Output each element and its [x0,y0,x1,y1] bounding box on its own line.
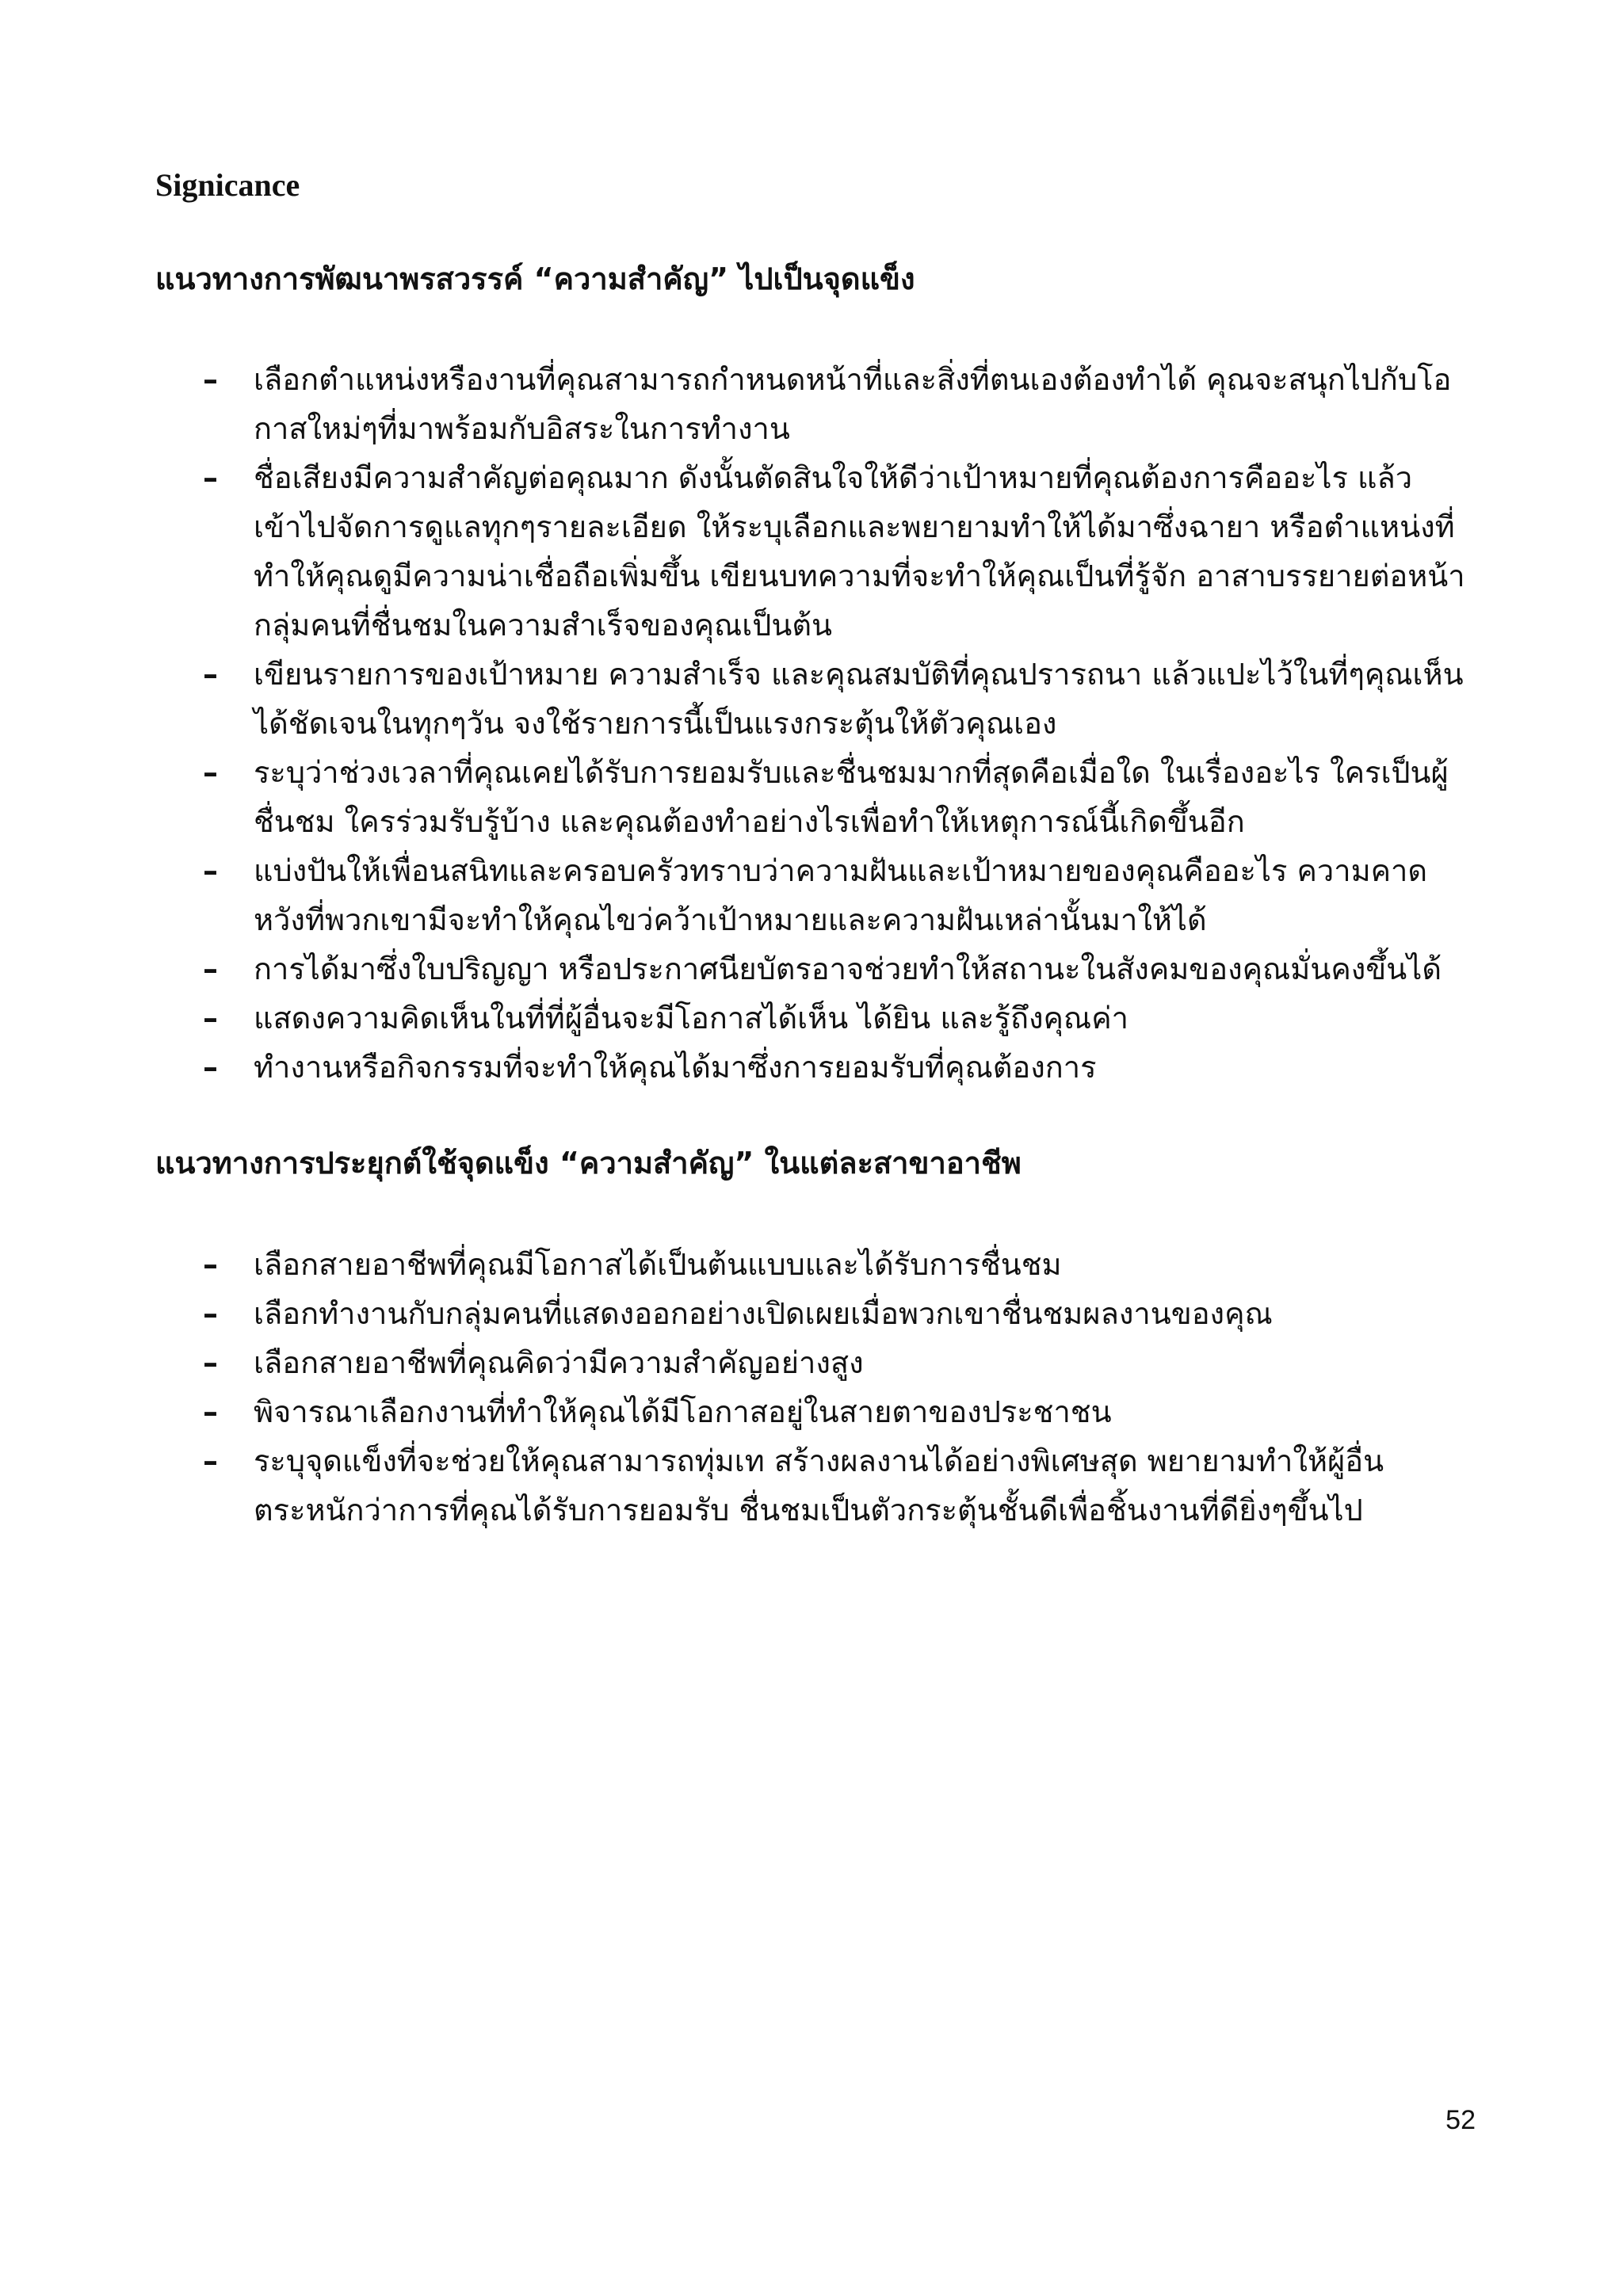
list-item [203,994,1471,1043]
list-item [203,1436,1471,1535]
list-item [203,1289,1471,1338]
section-heading-development: แนวทางการพัฒนาพรสวรรค์ “ความสำคัญ” ไปเป็นจุดแข็ง [155,261,915,296]
career-application-list [203,1240,1471,1535]
list-item-text: เขียนรายการของเป้าหมาย ความสำเร็จ และคุณสมบัติที่คุณปรารถนา แล้วแปะไว้ในที่ๆคุณเห็นได้ชัดเจนในทุกๆวัน จงใช้รายการนี้เป็นแรงกระตุ้นให้ตัวคุณเอง [254,657,1464,741]
list-item [203,1338,1471,1387]
list-item-text: การได้มาซึ่งใบปริญญา หรือประกาศนียบัตรอาจช่วยทำให้สถานะในสังคมของคุณมั่นคงขึ้นได้ [254,952,1442,986]
list-item-text: ระบุจุดแข็งที่จะช่วยให้คุณสามารถทุ่มเท สร้างผลงานได้อย่างพิเศษสุด พยายามทำให้ผู้อื่นตระหนักว่าการที่คุณได้รับการยอมรับ ชื่นชมเป็นตัวกระตุ้นชั้นดีเพื่อชิ้นงานที่ดียิ่งๆขึ้นไป [254,1444,1384,1527]
list-item [203,748,1471,846]
bullet-dash: – [203,460,218,495]
list-item-text: เลือกตำแหน่งหรืองานที่คุณสามารถกำหนดหน้าที่และสิ่งที่ตนเองต้องทำได้ คุณจะสนุกไปกับโอกาสใหม่ๆที่มาพร้อมกับอิสระในการทำงาน [254,362,1452,446]
list-item [203,1240,1471,1289]
list-item-text: เลือกทำงานกับกลุ่มคนที่แสดงออกอย่างเปิดเผยเมื่อพวกเขาชื่นชมผลงานของคุณ [254,1296,1273,1331]
bullet-dash: – [203,1296,218,1331]
list-item [203,1043,1471,1092]
list-item [203,846,1471,944]
bullet-dash: – [203,1001,218,1035]
bullet-dash: – [203,657,218,692]
list-item [203,355,1471,453]
list-item [203,944,1471,994]
list-item-text: แสดงความคิดเห็นในที่ที่ผู้อื่นจะมีโอกาสได้เห็น ได้ยิน และรู้ถึงคุณค่า [254,1001,1128,1035]
bullet-dash: – [203,362,218,397]
list-item-text: พิจารณาเลือกงานที่ทำให้คุณได้มีโอกาสอยู่ในสายตาของประชาชน [254,1394,1112,1429]
list-item [203,453,1471,650]
list-item-text: เลือกสายอาชีพที่คุณคิดว่ามีความสำคัญอย่างสูง [254,1345,864,1380]
bullet-dash: – [203,755,218,790]
bullet-dash: – [203,1050,218,1085]
list-item-text: ระบุว่าช่วงเวลาที่คุณเคยได้รับการยอมรับและชื่นชมมากที่สุดคือเมื่อใด ในเรื่องอะไร ใครเป็นผู้ชื่นชม ใครร่วมรับรู้บ้าง และคุณต้องทำอย่างไรเพื่อทำให้เหตุการณ์นี้เกิดขึ้นอีก [254,755,1449,839]
document-title: Signicance [155,167,300,203]
bullet-dash: – [203,853,218,888]
bullet-dash: – [203,1444,218,1478]
list-item-text: ทำงานหรือกิจกรรมที่จะทำให้คุณได้มาซึ่งการยอมรับที่คุณต้องการ [254,1050,1097,1085]
list-item [203,1387,1471,1436]
list-item-text: เลือกสายอาชีพที่คุณมีโอกาสได้เป็นต้นแบบและได้รับการชื่นชม [254,1247,1062,1282]
bullet-dash: – [203,1345,218,1380]
bullet-dash: – [203,1247,218,1282]
list-item-text: แบ่งปันให้เพื่อนสนิทและครอบครัวทราบว่าความฝันและเป้าหมายของคุณคืออะไร ความคาดหวังที่พวกเขามีจะทำให้คุณไขว่คว้าเป้าหมายและความฝันเหล่านั้นมาให้ได้ [254,853,1428,937]
bullet-dash: – [203,952,218,986]
development-guideline-list [203,355,1471,1092]
section-heading-career-application: แนวทางการประยุกต์ใช้จุดแข็ง “ความสำคัญ” ในแต่ละสาขาอาชีพ [155,1146,1022,1180]
list-item [203,650,1471,748]
bullet-dash: – [203,1394,218,1429]
page-number: 52 [1445,2105,1476,2135]
list-item-text: ชื่อเสียงมีความสำคัญต่อคุณมาก ดังนั้นตัดสินใจให้ดีว่าเป้าหมายที่คุณต้องการคืออะไร แล้วเข้าไปจัดการดูแลทุกๆรายละเอียด ให้ระบุเลือกและพยายามทำให้ได้มาซึ่งฉายา หรือตำแหน่งที่ทำให้คุณดูมีความน่าเชื่อถือเพิ่มขึ้น เขียนบทความที่จะทำให้คุณเป็นที่รู้จัก อาสาบรรยายต่อหน้ากลุ่มคนที่ชื่นชมในความสำเร็จของคุณเป็นต้น [254,460,1465,643]
